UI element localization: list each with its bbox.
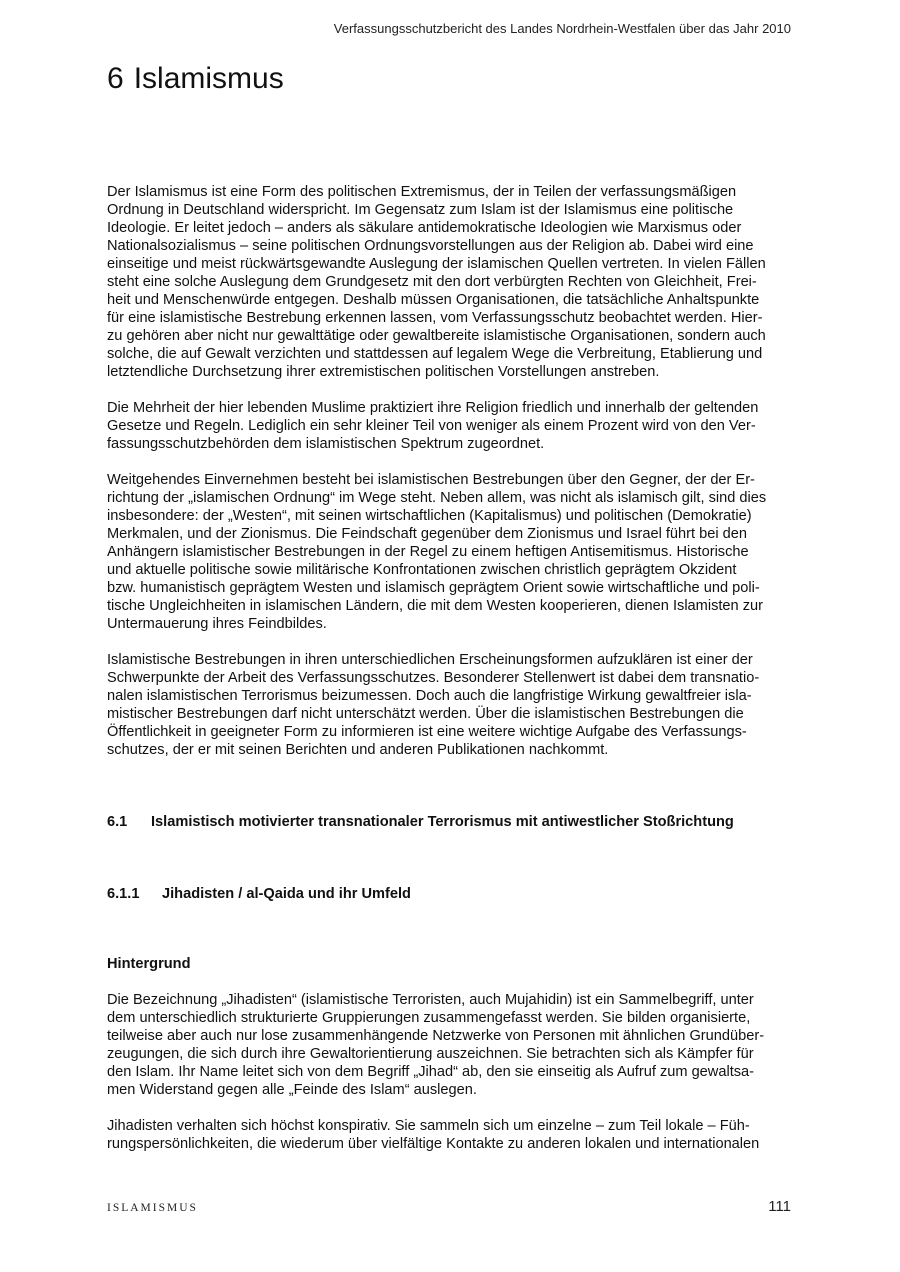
page-number: 111 <box>768 1198 791 1215</box>
text-line: Schwerpunkte der Arbeit des Verfassungsschutzes. Besonderer Stellenwert ist dabei dem transnatio- <box>107 670 760 686</box>
text-line: teilweise aber auch nur lose zusammenhängende Netzwerke von Personen mit ähnlichen Grundüber- <box>107 1028 765 1044</box>
intro-paragraph-3 <box>107 471 791 633</box>
footer-section-label: ISLAMISMUS <box>107 1202 198 1214</box>
main-content <box>107 183 791 1153</box>
running-header: Verfassungsschutzbericht des Landes Nordrhein-Westfalen über das Jahr 2010 <box>333 21 791 36</box>
text-line: mistischer Bestrebungen darf nicht unterschätzt werden. Über die islamistischen Bestrebungen die <box>107 706 744 722</box>
text-line: insbesondere: der „Westen“, mit seinen wirtschaftlichen (Kapitalismus) und politischen (Demokratie) <box>107 508 752 524</box>
text-line: Jihadisten verhalten sich höchst konspirativ. Sie sammeln sich um einzelne – zum Teil lokale – Füh- <box>107 1118 750 1134</box>
text-line: men Widerstand gegen alle „Feinde des Islam“ auslegen. <box>107 1082 477 1098</box>
text-line: tische Ungleichheiten in islamischen Ländern, die mit dem Westen kooperieren, dienen Islamisten zur <box>107 598 763 614</box>
text-line: Öffentlichkeit in geeigneter Form zu informieren ist eine weitere wichtige Aufgabe des Verfassungs- <box>107 724 747 740</box>
section-heading-6-1-1 <box>107 885 791 903</box>
text-line: Die Bezeichnung „Jihadisten“ (islamistische Terroristen, auch Mujahidin) ist ein Sammelbegriff, unter <box>107 992 754 1008</box>
section-title: Islamistisch motivierter transnationaler Terrorismus mit antiwestlicher Stoßrichtung <box>151 814 734 830</box>
text-line: dem unterschiedlich strukturierte Gruppierungen zusammengefasst werden. Sie bilden organisierte, <box>107 1010 751 1026</box>
intro-paragraph-4 <box>107 651 791 759</box>
text-line: einseitige und meist rückwärtsgewandte Auslegung der islamischen Quellen vertreten. In vielen Fällen <box>107 256 766 272</box>
text-line: zeugungen, die sich durch ihre Gewaltorientierung auszeichnen. Sie betrachten sich als Kämpfer für <box>107 1046 754 1062</box>
text-line: Die Mehrheit der hier lebenden Muslime praktiziert ihre Religion friedlich und innerhalb der geltenden <box>107 400 759 416</box>
text-line: Merkmalen, und der Zionismus. Die Feindschaft gegenüber dem Zionismus und Israel führt bei den <box>107 526 748 542</box>
text-line: bzw. humanistisch geprägtem Westen und islamisch geprägtem Orient sowie wirtschaftliche und poli- <box>107 580 760 596</box>
intro-paragraph-1 <box>107 183 791 381</box>
text-line: und aktuelle politische sowie militärische Konfrontationen zwischen christlich geprägtem Okzident <box>107 562 737 578</box>
chapter-title <box>107 62 284 96</box>
text-line: letztendliche Durchsetzung ihrer extremistischen politischen Vorstellungen anstreben. <box>107 364 660 380</box>
background-paragraph-2 <box>107 1117 791 1153</box>
background-paragraph-1 <box>107 991 791 1099</box>
text-line: rungspersönlichkeiten, die wiederum über vielfältige Kontakte zu anderen lokalen und internationalen <box>107 1136 760 1152</box>
text-line: Weitgehendes Einvernehmen besteht bei islamistischen Bestrebungen über den Gegner, der der Er- <box>107 472 755 488</box>
text-line: Ordnung in Deutschland widerspricht. Im Gegensatz zum Islam ist der Islamismus eine politische <box>107 202 734 218</box>
chapter-number: 6 <box>107 62 124 95</box>
text-line: den Islam. Ihr Name leitet sich von dem Begriff „Jihad“ ab, den sie einseitig als Aufruf zum gewaltsa- <box>107 1064 755 1080</box>
text-line: Untermauerung ihres Feindbildes. <box>107 616 327 632</box>
text-line: Islamistische Bestrebungen in ihren unterschiedlichen Erscheinungsformen aufzuklären ist einer der <box>107 652 753 668</box>
text-line: schutzes, der er mit seinen Berichten und anderen Publikationen nachkommt. <box>107 742 609 758</box>
text-line: für eine islamistische Bestrebung erkennen lassen, vom Verfassungsschutz beobachtet werden. Hier- <box>107 310 763 326</box>
section-title: Jihadisten / al-Qaida und ihr Umfeld <box>162 886 411 902</box>
text-line: zu gehören aber nicht nur gewalttätige oder gewaltbereite islamistische Organisationen, sondern auch <box>107 328 766 344</box>
text-line: Gesetze und Regeln. Lediglich ein sehr kleiner Teil von weniger als einem Prozent wird von den Ver- <box>107 418 756 434</box>
text-line: Nationalsozialismus – seine politischen Ordnungsvorstellungen aus der Religion ab. Dabei wird eine <box>107 238 754 254</box>
text-line: heit und Menschenwürde entgegen. Deshalb müssen Organisationen, die tatsächliche Anhaltspunkte <box>107 292 760 308</box>
text-line: Anhängern islamistischer Bestrebungen in der Regel zu einem heftigen Antisemitismus. Historische <box>107 544 749 560</box>
section-heading-6-1 <box>107 813 791 831</box>
text-line: Der Islamismus ist eine Form des politischen Extremismus, der in Teilen der verfassungsmäßigen <box>107 184 737 200</box>
text-line: Ideologie. Er leitet jedoch – anders als säkulare antidemokratische Ideologien wie Marxismus oder <box>107 220 742 236</box>
chapter-title-text: Islamismus <box>133 62 284 95</box>
intro-paragraph-2 <box>107 399 791 453</box>
text-line: richtung der „islamischen Ordnung“ im Wege steht. Neben allem, was nicht als islamisch gilt, sind dies <box>107 490 767 506</box>
text-line: steht eine solche Auslegung dem Grundgesetz mit den dort verbürgten Rechten von Gleichheit, Frei- <box>107 274 757 290</box>
subheading-hintergrund: Hintergrund <box>107 956 191 972</box>
text-line: nalen islamistischen Terrorismus beizumessen. Doch auch die langfristige Wirkung gewaltfreier isla- <box>107 688 752 704</box>
section-number: 6.1 <box>107 814 128 830</box>
section-number: 6.1.1 <box>107 886 140 902</box>
text-line: fassungsschutzbehörden dem islamistischen Spektrum zugeordnet. <box>107 436 545 452</box>
text-line: solche, die auf Gewalt verzichten und stattdessen auf legalem Wege die Verbreitung, Etablierung und <box>107 346 763 362</box>
